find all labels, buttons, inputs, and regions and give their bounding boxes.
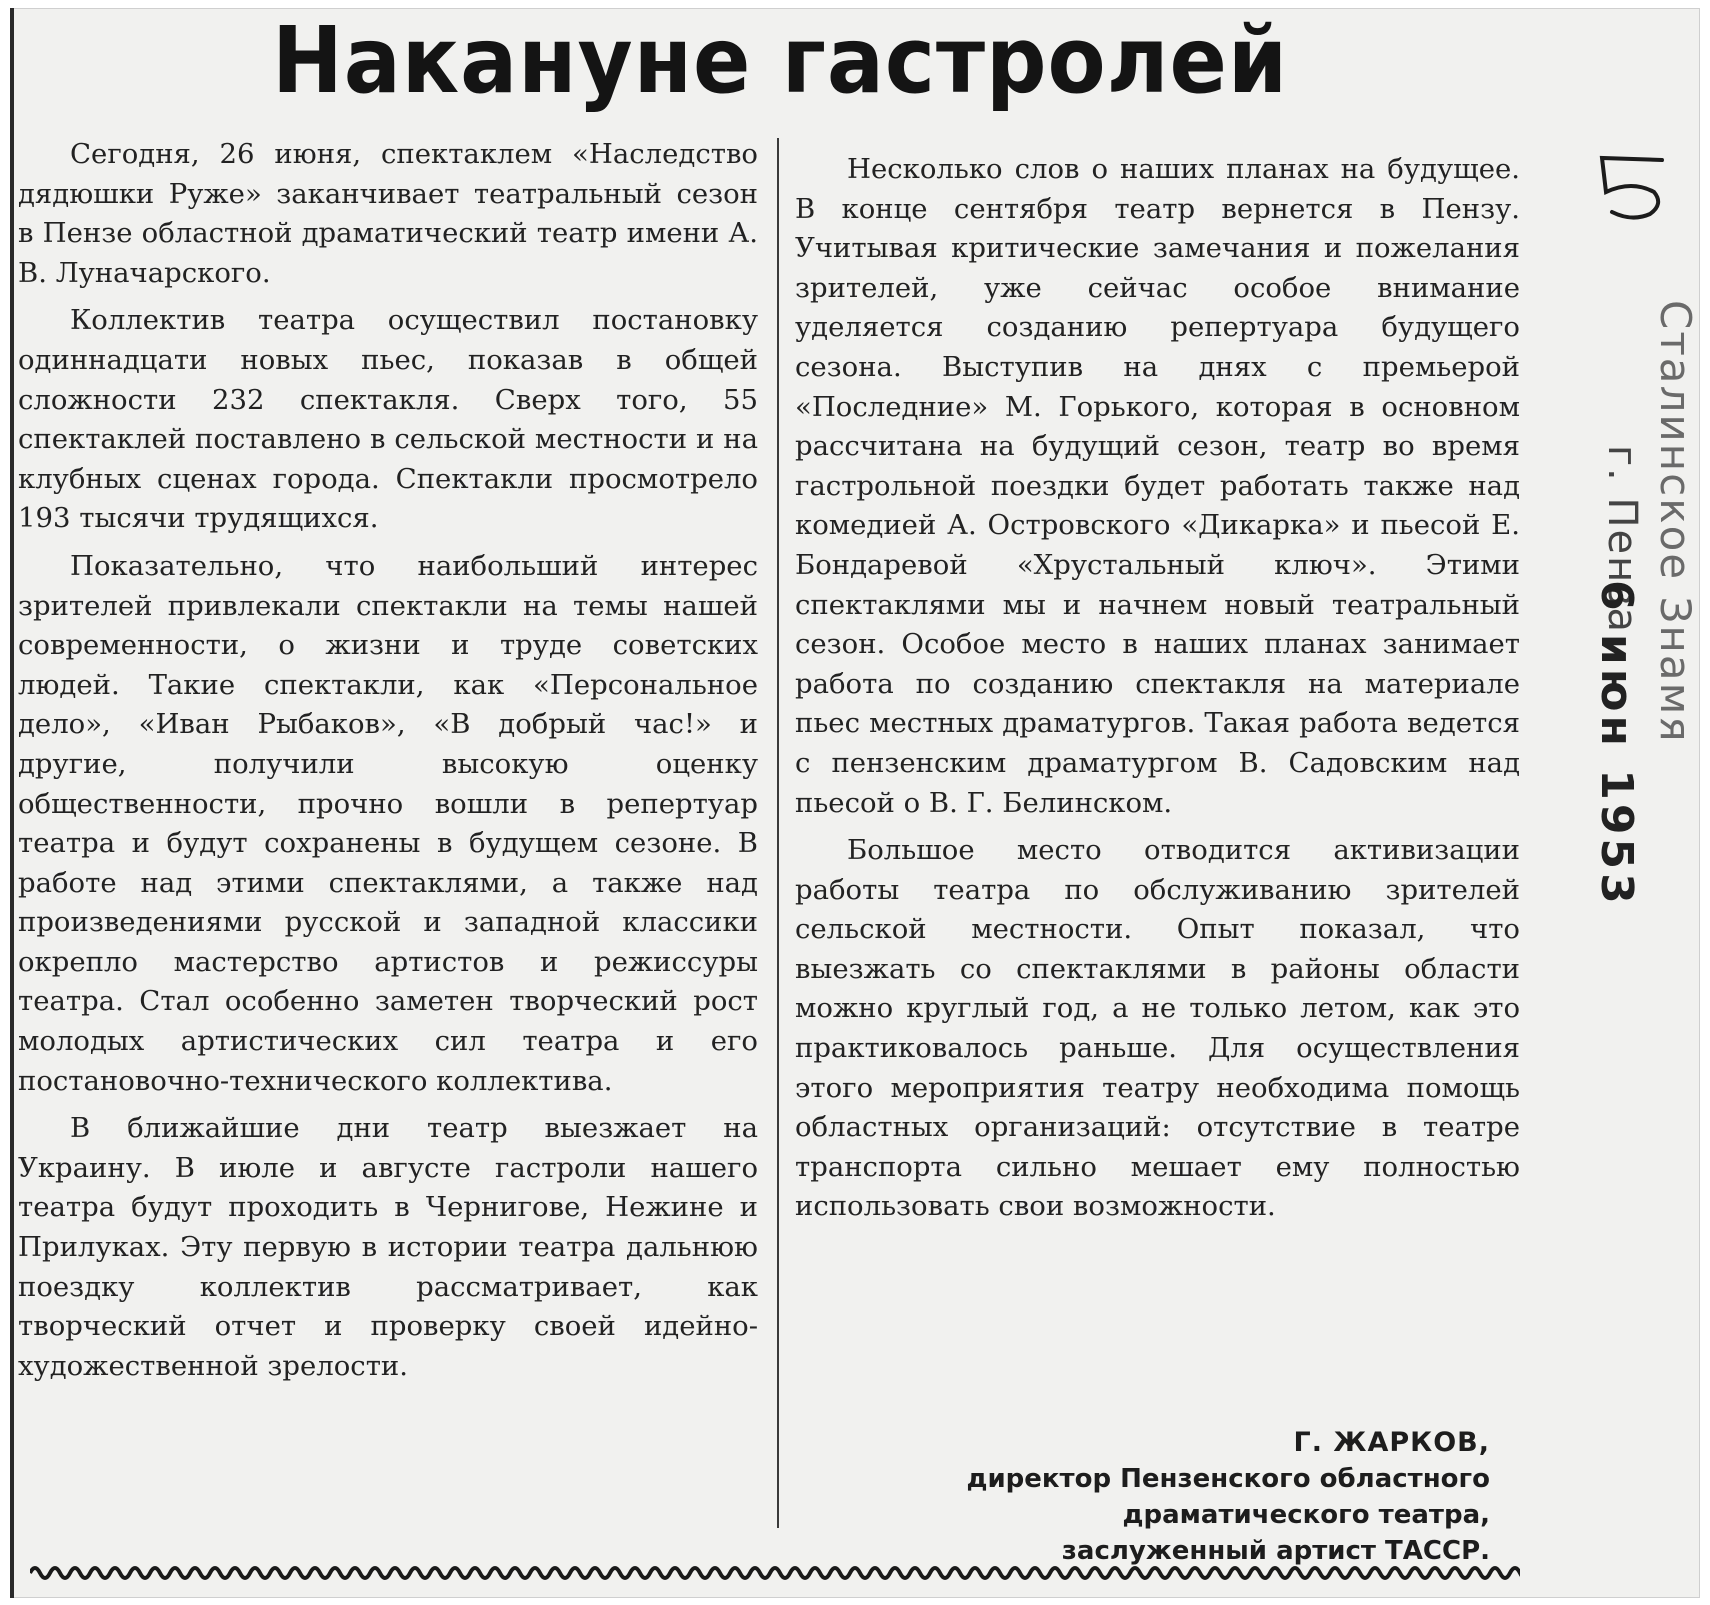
stamp-newspaper: Сталинское Знамя [1651,300,1700,744]
handwritten-mark-icon [1592,152,1682,222]
wavy-border-rule [30,1560,1520,1586]
stamp-place: г. Пенза [1599,445,1645,635]
left-column [18,135,758,1394]
author-signature [900,1425,1490,1569]
paragraph: Коллектив театра осуществил постановку одиннадцати новых пьес, показав в общей сложности 232 спектакля. Сверх того, 55 спектаклей поставлено в сельской местности и на клубных сценах города. Спектакли просмотрело 193 тысячи трудящихся. [18,304,758,535]
column-divider [777,138,779,1528]
paragraph: Несколько слов о наших планах на будущее. В конце сентября театр вернется в Пензу. Учитывая критические замечания и пожелания зрителей, уже сейчас особое внимание уделяется созданию репертуара будущего сезона. Выступив на днях с премьерой «Последние» М. Горького, которая в основном рассчитана на будущий сезон, театр во время гастрольной поездки будет работать также над комедией А. Островского «Дикарка» и пьесой Е. Бондаревой «Хрустальный ключ». Этими спектаклями мы и начнем новый театральный сезон. Особое место в наших планах занимает работа по созданию спектакля на материале пьес местных драматургов. Такая работа ведется с пензенским драматургом В. Садовским над пьесой о В. Г. Белинском. [795,153,1520,819]
paragraph: В ближайшие дни театр выезжает на Украину. В июле и августе гастроли нашего театра будут проходить в Чернигове, Нежине и Прилуках. Эту первую в истории театра дальнюю поездку коллектив рассматривает, как творческий отчет и проверку своей идейно-художественной зрелости. [18,1112,758,1382]
author-title-line: драматического театра, [1122,1500,1490,1530]
paragraph: Сегодня, 26 июня, спектаклем «Наследство дядюшки Руже» заканчивает театральный сезон в Пензе областной драматический театр имени А. В. Луначарского. [18,138,758,289]
paragraph: Показательно, что наибольший интерес зрителей привлекали спектакли на темы нашей современности, о жизни и труде советских людей. Такие спектакли, как «Персональное дело», «Иван Рыбаков», «В добрый час!» и другие, получили высокую оценку общественности, прочно вошли в репертуар театра и будут сохранены в будущем сезоне. В работе над этими спектаклями, а также над произведениями русской и западной классики окрепло мастерство артистов и режиссуры театра. Стал особенно заметен творческий рост молодых артистических сил театра и его постановочно-технического коллектива. [18,549,758,1097]
paragraph: Большое место отводится активизации работы театра по обслуживанию зрителей сельской местности. Опыт показал, что выезжать со спектаклями в районы области можно круглый год, а не только летом, как это практиковалось раньше. Для осуществления этого мероприятия театру необходима помощь областных организаций: отсутствие в театре транспорта сильно мешает ему полностью использовать свои возможности. [795,834,1520,1223]
author-title-line: директор Пензенского областного [966,1464,1490,1494]
author-title-line: заслуженный артист ТАССР. [1061,1536,1490,1566]
article-headline: Накануне гастролей [271,7,1289,114]
right-column [795,150,1520,1235]
clipping-edge [10,8,14,1598]
stamp-date: 6 июн 1953 [1591,580,1642,908]
author-name: Г. ЖАРКОВ, [1293,1427,1490,1458]
